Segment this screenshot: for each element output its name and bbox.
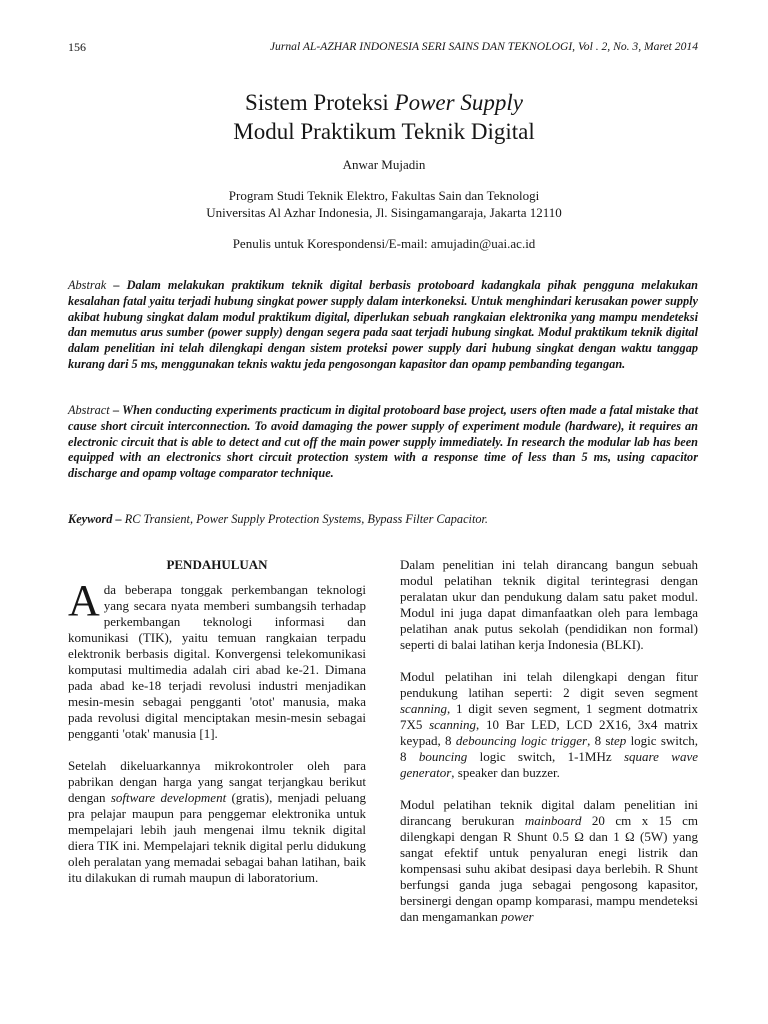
rp3-1: Modul pelatihan teknik digital dalam penelitian ini dirancang berukuran	[400, 797, 698, 828]
intro-paragraph-1-text: da beberapa tonggak perkembangan teknologi yang secara nyata memberi sumbangsih terhadap perkembangan teknologi informasi dan komunikasi (TIK), yaitu temuan rangkaian terpadu elektronik berbasis digital. Konvergensi telekomunikasi komputasi multimedia adalah ciri abad ke-21. Dimana pada abad ke-18 terjadi revolusi industri menjadikan mesin-mesin sebagai pengganti 'otot' manusia, maka pada revolusi digital menciptakan mesin-mesin sebagai pengganti 'otak' manusia [1].	[68, 582, 366, 741]
title-line1-italic: Power Supply	[394, 90, 523, 115]
rp2-3: , 1 digit seven segment, 1 segment dotmatrix 7X5	[400, 701, 698, 732]
drop-cap: A	[68, 576, 100, 625]
keyword-text: RC Transient, Power Supply Protection Systems, Bypass Filter Capacitor.	[124, 512, 489, 526]
right-paragraph-3	[400, 797, 698, 925]
rp2-2: scanning	[400, 701, 447, 716]
left-column	[68, 576, 366, 886]
affiliation-line1: Program Studi Teknik Elektro, Fakultas Sain dan Teknologi	[228, 188, 540, 203]
intro-paragraph-1	[68, 576, 366, 742]
abstrak-label: Abstrak	[68, 278, 107, 292]
paper-title	[0, 88, 768, 146]
rp3-2: mainboard	[524, 813, 582, 828]
rp2-6: debouncing logic trigger	[455, 733, 588, 748]
rp2-9: logic switch, 8	[400, 733, 699, 764]
correspondence-email: Penulis untuk Korespondensi/E-mail: amujadin@uai.ac.id	[232, 236, 536, 251]
p2-text-b: (gratis), menjadi peluang pra pelajar maupun para penggemar elektronika untuk mempelajari lebih jauh mengenai ilmu teknik digital diera TIK ini. Mempelajari teknik digital perlu didukung oleh peralatan yang memadai sebagai bahan latihan, baik itu dilakukan di rumah maupun di laboratorium.	[68, 790, 366, 885]
abstrak-paragraph	[68, 278, 698, 373]
rp2-10: bouncing	[418, 749, 468, 764]
rp2-12: square wave generator	[400, 749, 698, 780]
abstract-text: – When conducting experiments practicum in digital protoboard base project, users often made a fatal mistake that cause short circuit interconnection. To avoid damaging the power supply of experiment module (hardware), it requires an electronic circuit that is able to detect and cut off the main power supply immediately. In research the modular lab has been equipped with an electronics short circuit protection system with a response time of less than 5 ms, using capacitor discharge and opamp voltage comparator technique.	[68, 403, 698, 481]
abstrak-text: – Dalam melakukan praktikum teknik digital berbasis protoboard kadangkala pihak pengguna melakukan kesalahan fatal yaitu terjadi hubung singkat power supply dalam interkoneksi. Untuk menghindari kerusakan power supply akibat hubung singkat dalam modul praktikum digital, diperlukan sebuah rangkaian elektronika yang mampu mendeteksi dan memutus arus sumber (power supply) dengan segera pada saat terjadi hubung singkat. Modul praktikum teknik digital dalam penelitian ini telah dilengkapi dengan sistem proteksi power supply dari hubung singkat dengan waktu tanggap kurang dari 5 ms, menggunakan teknis waktu jeda pengosongan kapasitor dan opamp pembanding tegangan.	[68, 278, 698, 371]
title-line2: Modul Praktikum Teknik Digital	[233, 119, 535, 144]
rp2-13: , speaker dan buzzer.	[451, 765, 560, 780]
abstract-paragraph	[68, 403, 698, 482]
affiliation-line2: Universitas Al Azhar Indonesia, Jl. Sisingamangaraja, Jakarta 12110	[206, 205, 562, 220]
p2-text-a: Setelah dikeluarkannya mikrokontroler oleh para pabrikan dengan harga yang sangat terjangkau berikut dengan	[68, 758, 366, 805]
page-number: 156	[68, 40, 86, 54]
running-header: Jurnal AL-AZHAR INDONESIA SERI SAINS DAN TEKNOLOGI, Vol . 2, No. 3, Maret 2014	[269, 40, 698, 53]
title-line1-plain: Sistem Proteksi	[245, 90, 395, 115]
keywords	[68, 512, 488, 527]
right-column	[400, 557, 698, 925]
author-name: Anwar Mujadin	[342, 157, 426, 172]
rp2-11: logic switch, 1-1MHz	[467, 749, 624, 764]
rp3-4: power	[501, 909, 534, 924]
abstract-label: Abstract	[68, 403, 110, 417]
rp2-8: tep	[610, 733, 627, 748]
rp2-4: scanning	[429, 717, 477, 732]
rp3-3: 20 cm x 15 cm dilengkapi dengan R Shunt 0.5 Ω dan 1 Ω (5W) yang sangat efektif untuk penyaluran enegi listrik dan kompensasi suhu akibat desipasi daya berlebih. R Shunt berfungsi ganda juga sebagai pengosong kapasitor, bersinergi dengan opamp komparasi, mampu mendeteksi dan mengamankan	[400, 813, 699, 924]
p2-text-italic: software development	[110, 790, 227, 805]
right-paragraph-2	[400, 669, 698, 781]
section-heading: PENDAHULUAN	[166, 557, 268, 572]
intro-paragraph-2	[68, 758, 366, 886]
rp2-5: , 10 Bar LED, LCD 2X16, 3x4 matrix keypad, 8	[400, 717, 698, 748]
rp2-1: Modul pelatihan ini telah dilengkapi dengan fitur pendukung latihan seperti: 2 digit seven segment	[400, 669, 698, 700]
keyword-label: Keyword –	[68, 512, 125, 526]
right-paragraph-1: Dalam penelitian ini telah dirancang bangun sebuah modul pelatihan teknik digital terintegrasi dengan peralatan ukur dan pendukung dalam satu paket modul. Modul ini juga dapat dimanfaatkan oleh para lembaga pelatihan anak putus sekolah (pendidikan non formal) seperti di balai latihan kerja Indonesia (BLKI).	[400, 557, 698, 652]
rp2-7: , 8 s	[587, 733, 611, 748]
